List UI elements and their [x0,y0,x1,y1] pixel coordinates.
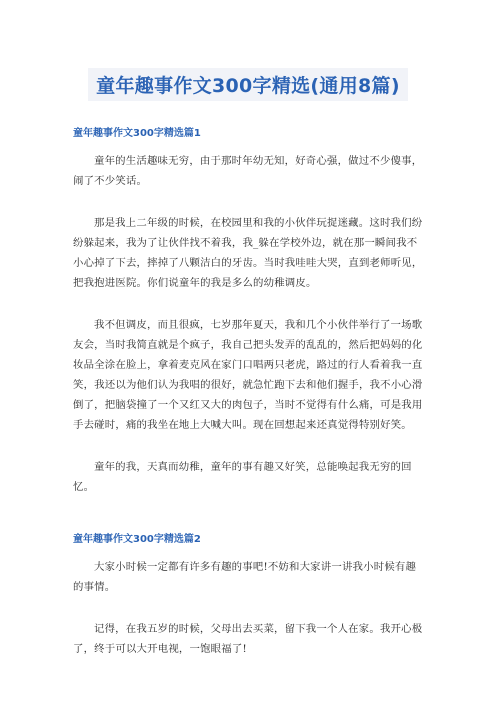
section-heading-2: 童年趣事作文300字精选篇2 [73,534,201,545]
paragraph: 我不但调皮，而且很疯，七岁那年夏天，我和几个小伙伴举行了一场歌友会，当时我简直就是个疯子，我自己把头发弄的乱乱的，然后把妈妈的化妆品全涂在脸上，拿着麦克风在家门口唱两只老虎，路过的行人看着我一直笑，我还以为他们认为我唱的很好，就急忙跑下去和他们握手，我不小心滑倒了，把脑袋撞了一个又红又大的肉包子，当时不觉得有什么痛，可是我用手去碰时，痛的我坐在地上大喊大叫。现在回想起来还真觉得特别好笑。 [73,319,423,431]
title-wrap [0,68,496,101]
document-title: 童年趣事作文300字精选(通用8篇) [88,68,408,101]
paragraph: 童年的我，天真而幼稚，童年的事有趣又好笑，总能唤起我无穷的回忆。 [73,461,412,493]
section-heading-1: 童年趣事作文300字精选篇1 [73,128,201,139]
paragraph: 记得，在我五岁的时候，父母出去买菜，留下我一个人在家。我开心极了，终于可以大开电视，一饱眼福了! [73,623,423,655]
paragraph: 那是我上二年级的时候，在校园里和我的小伙伴玩捉迷藏。这时我们纷纷躲起来，我为了让伙伴找不着我，我_躲在学校外边，就在那一瞬间我不小心掉了下去，摔掉了八颗洁白的牙齿。当时我哇哇大哭，直到老师听见，把我抱进医院。你们说童年的我是多么的幼稚调皮。 [73,217,423,289]
paragraph: 童年的生活趣味无穷，由于那时年幼无知，好奇心强，做过不少傻事，闹了不少笑话。 [73,155,423,187]
paragraph: 大家小时候一定都有许多有趣的事吧!不妨和大家讲一讲我小时候有趣的事情。 [73,561,417,593]
